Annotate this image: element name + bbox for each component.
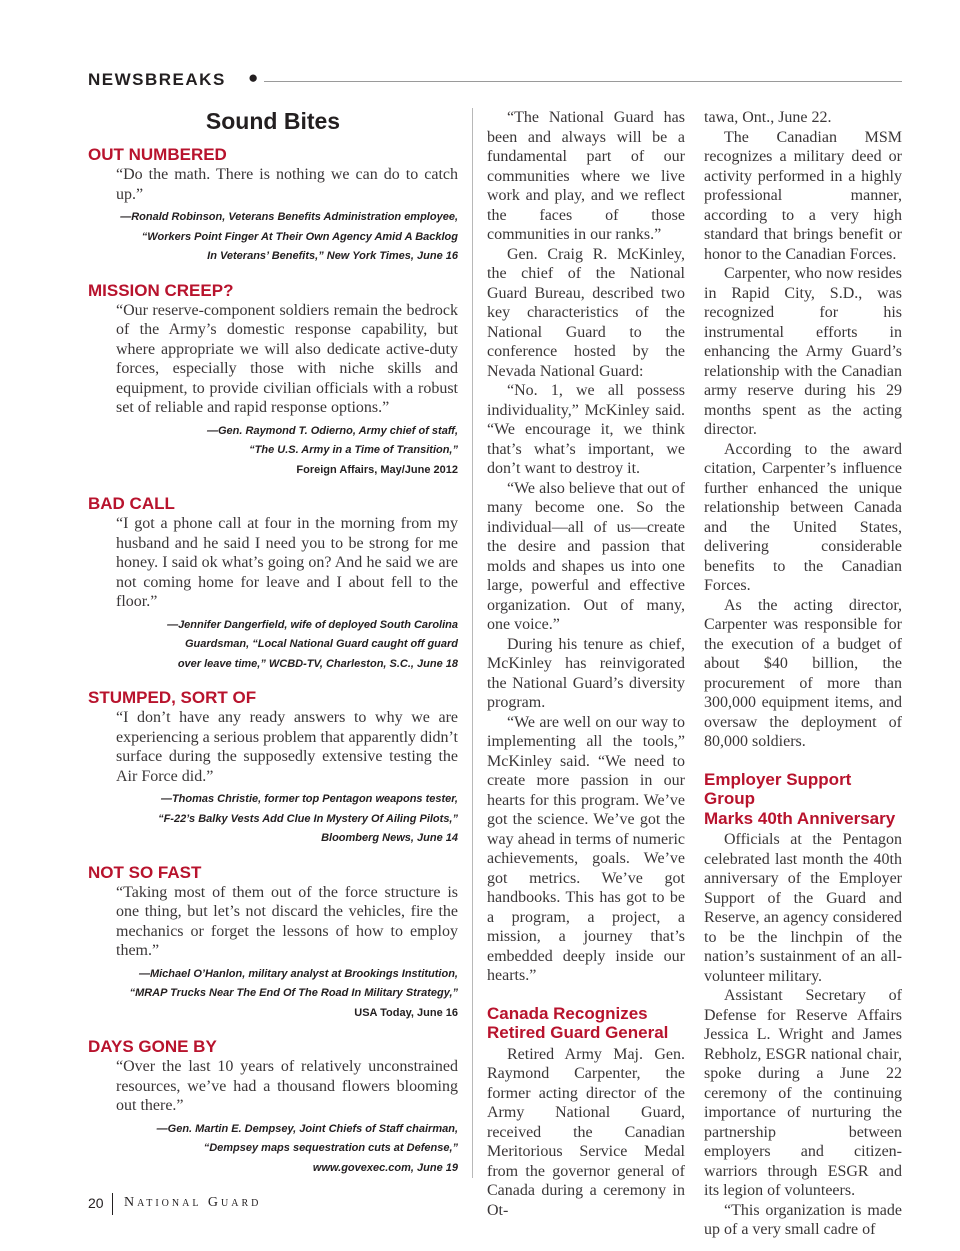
sound-bite-attribution: In Veterans’ Benefits,” New York Times, June 16	[207, 250, 458, 262]
sound-bite-attribution: Foreign Affairs, May/June 2012	[296, 463, 458, 476]
sound-bite-heading: BAD CALL	[88, 494, 175, 513]
header-bullet: ●	[248, 68, 259, 87]
sound-bite-attribution: —Gen. Raymond T. Odierno, Army chief of staff,	[207, 424, 458, 437]
sound-bite-heading: MISSION CREEP?	[88, 280, 234, 300]
column-divider	[472, 108, 473, 1178]
section-label: NEWSBREAKS	[88, 70, 226, 89]
sound-bite-attribution: —Ronald Robinson, Veterans Benefits Administration employee,	[120, 211, 458, 223]
body-paragraph: Carpenter, who now resides in Rapid City, S.D., was recognized for his instrumental efforts in enhancing the Army Guard’s relationship with the Canadian army reserve during his 29 months spent as the acting director.	[704, 265, 902, 438]
article-heading	[704, 770, 902, 829]
sound-bite-quote: “I don’t have any ready answers to why we are experiencing a serious problem that apparently didn’t surface during the supposedly extensive testing the Air Force did.”	[116, 709, 458, 785]
body-paragraph: Assistant Secretary of Defense for Reserve Affairs Jessica L. Wright and James Rebholz, ESGR national chair, spoke during a June 22 ceremony of the continuing importance of nurturing the partnership between employers and citizen-warriors through ESGR and its legion of volunteers.	[704, 987, 902, 1199]
sound-bite-attribution: USA Today, June 16	[354, 1006, 458, 1019]
sound-bite-heading: DAYS GONE BY	[88, 1037, 217, 1056]
section-header	[88, 68, 902, 92]
sound-bite-quote: “Do the math. There is nothing we can do to catch up.”	[116, 166, 458, 203]
sound-bite-quote: “I got a phone call at four in the morning from my husband and he said I need you to be strong for me honey. I said ok what’s going on? And he said we are not coming home for leave and I about fell to the floor.”	[116, 515, 458, 610]
body-paragraph: The Canadian MSM recognizes a military deed or activity performed in a highly professional manner, according to a very high standard that brings benefit or honor to the Canadian Forces.	[704, 128, 902, 263]
sound-bite-quote: “Taking most of them out of the force structure is one thing, but let’s not discard the vehicles, fire the mechanics or forget the lessons of how to employ them.”	[116, 883, 458, 959]
sound-bite-heading: STUMPED, SORT OF	[88, 688, 257, 707]
sound-bite	[88, 1037, 458, 1178]
body-paragraph: Gen. Craig R. McKinley, the chief of the National Guard Bureau, described two key characteristics of the National Guard to the conference hosted by the Nevada National Guard:	[487, 245, 685, 380]
sound-bite	[88, 688, 458, 849]
article-heading	[487, 1004, 685, 1043]
sound-bite-attribution: —Jennifer Dangerfield, wife of deployed South Carolina	[167, 618, 458, 631]
sound-bite	[88, 863, 458, 1024]
sound-bite-heading: OUT NUMBERED	[88, 145, 227, 164]
sound-bite-attribution: —Gen. Martin E. Dempsey, Joint Chiefs of Staff chairman,	[156, 1122, 458, 1135]
sound-bite-attribution: “F-22’s Balky Vests Add Clue In Mystery Of Ailing Pilots,”	[158, 812, 458, 825]
sound-bite-attribution: “The U.S. Army in a Time of Transition,”	[249, 444, 458, 456]
sound-bite-heading: NOT SO FAST	[88, 862, 202, 882]
sound-bite	[88, 281, 458, 481]
body-paragraph: “The National Guard has been and always will be a fundamental part of our communities where we live work and play, and we reflect the faces of those communities in our ranks.”	[487, 109, 685, 243]
magazine-name: National Guard	[124, 1195, 262, 1210]
page-number: 20	[88, 1195, 104, 1211]
body-paragraph: “No. 1, we all possess individuality,” McKinley said. “We encourage it, we think that’s what’s important, we don’t want to destroy it.	[487, 382, 685, 477]
sound-bite-attribution: Bloomberg News, June 14	[321, 832, 458, 844]
body-paragraph: Retired Army Maj. Gen. Raymond Carpenter, the former acting director of the Army National Guard, received the Canadian Meritorious Service Medal from the governor general of Canada during a ceremony in Ot-	[487, 1045, 685, 1219]
sound-bite	[88, 494, 458, 674]
body-paragraph: “We are well on our way to implementing all the tools,” McKinley said. “We need to create more passion in our hearts for this program. We’ve got the science. We’ve got the way ahead in terms of numeric achievements, goals. We’ve got metrics. We’ve got handbooks. This has got to be a program, a project, a mission, a journey that’s embedded deeply inside our hearts.”	[487, 713, 685, 984]
sound-bites-column	[88, 106, 458, 1178]
sound-bite-attribution: —Thomas Christie, former top Pentagon weapons tester,	[160, 793, 458, 805]
sound-bite-quote: “Our reserve-component soldiers remain the bedrock of the Army’s domestic response capability, but where appropriate we will also dedicate active-duty forces, especially those with niche skills and equipment, to provide civilian officials with a robust set of reliable and rapid response options.”	[116, 301, 458, 416]
article-heading-line: Employer Support Group	[704, 769, 852, 808]
sound-bite-attribution: “Dempsey maps sequestration cuts at Defense,”	[203, 1142, 458, 1154]
sound-bite-attribution: www.govexec.com, June 19	[312, 1161, 458, 1174]
body-paragraph: According to the award citation, Carpenter’s influence further enhanced the unique relationship between Canada and the United States, delivering considerable benefits to the Canadian Forces.	[704, 440, 902, 594]
sound-bite	[88, 145, 458, 267]
body-paragraph: During his tenure as chief, McKinley has reinvigorated the National Guard’s diversity program.	[487, 635, 685, 711]
article-heading-line: Marks 40th Anniversary	[704, 808, 896, 828]
sound-bite-attribution: —Michael O’Hanlon, military analyst at Brookings Institution,	[138, 967, 458, 980]
article-heading-line: Canada Recognizes	[487, 1003, 648, 1023]
sound-bite-attribution: over leave time,” WCBD-TV, Charleston, S.C., June 18	[177, 657, 458, 670]
header-rule	[264, 81, 902, 82]
article-heading-line: Retired Guard General	[487, 1023, 669, 1042]
page-footer	[88, 1193, 388, 1213]
body-paragraph: “This organization is made up of a very small cadre of	[704, 1201, 902, 1238]
sound-bites-title: Sound Bites	[205, 108, 341, 134]
body-paragraph: tawa, Ont., June 22.	[704, 109, 832, 126]
article-column-3	[704, 108, 902, 1240]
footer-divider	[112, 1193, 113, 1215]
body-paragraph: Officials at the Pentagon celebrated last month the 40th anniversary of the Employer Support of the Guard and Reserve, an agency considered to be the linchpin of the nation’s sustainment of an all-volunteer military.	[704, 831, 902, 985]
sound-bite-attribution: Guardsman, “Local National Guard caught off guard	[185, 638, 458, 650]
article-column-2	[487, 108, 685, 1220]
body-paragraph: As the acting director, Carpenter was responsible for the execution of a budget of about $40 billion, the procurement of more than 300,000 equipment items, and oversaw the deployment of 80,000 soldiers.	[704, 596, 902, 750]
sound-bite-quote: “Over the last 10 years of relatively unconstrained resources, we’ve had a thousand flowers blooming out there.”	[116, 1058, 458, 1114]
sound-bite-attribution: “Workers Point Finger At Their Own Agency Amid A Backlog	[141, 230, 458, 243]
body-paragraph: “We also believe that out of many become one. So the individual—all of us—create the desire and passion that molds and shapes us into one large, powerful and effective organization. Out of many, one voice.”	[487, 479, 685, 633]
sound-bite-attribution: “MRAP Trucks Near The End Of The Road In Military Strategy,”	[129, 987, 458, 999]
